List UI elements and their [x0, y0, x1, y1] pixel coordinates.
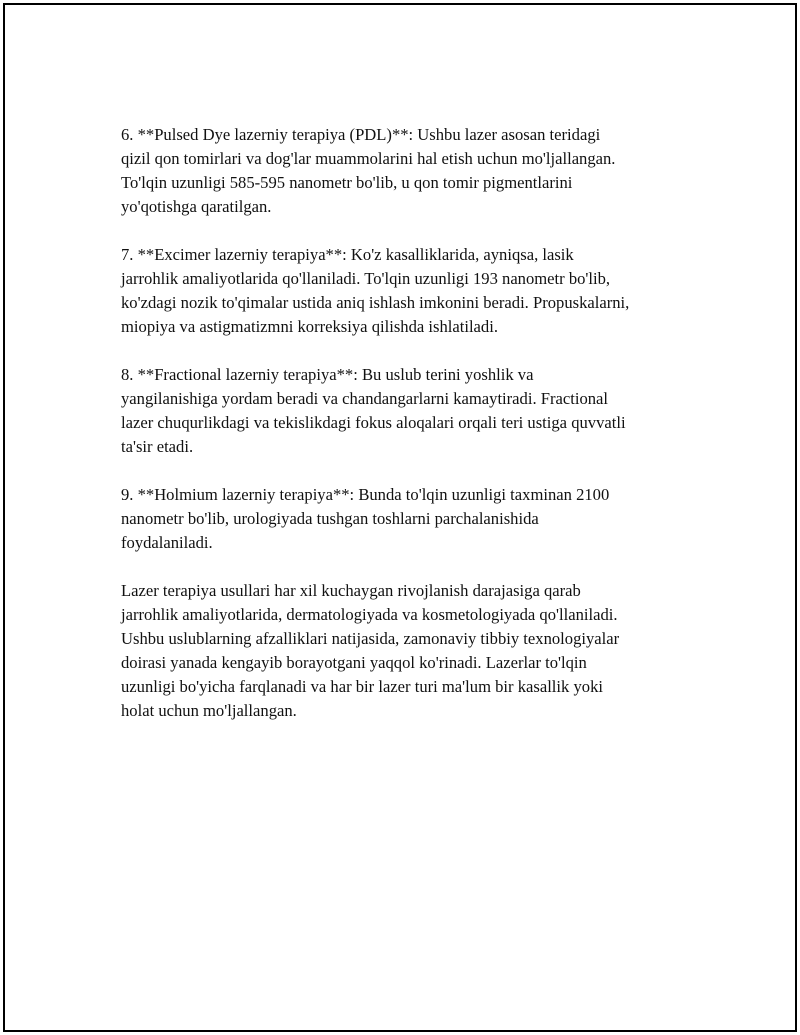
document-page: [3, 3, 797, 1032]
document-body: [121, 123, 693, 747]
paragraph-conclusion: Lazer terapiya usullari har xil kuchaygan rivojlanish darajasiga qarab jarrohlik amaliyotlarida, dermatologiyada va kosmetologiyada qo'llaniladi. Ushbu uslublarning afzalliklari natijasida, zamonaviy tibbiy texnologiyalar doirasi yanada kengayib borayotgani yaqqol ko'rinadi. Lazerlar to'lqin uzunligi bo'yicha farqlanadi va har bir lazer turi ma'lum bir kasallik yoki holat uchun mo'ljallangan.: [121, 581, 620, 720]
paragraph-excimer: 7. **Excimer lazerniy terapiya**: Ko'z kasalliklarida, ayniqsa, lasik jarrohlik amaliyotlarida qo'llaniladi. To'lqin uzunligi 193 nanometr bo'lib, ko'zdagi nozik to'qimalar ustida aniq ishlash imkonini beradi. Propuskalarni, miopiya va astigmatizmni korreksiya qilishda ishlatiladi.: [121, 245, 630, 336]
paragraph-holmium: 9. **Holmium lazerniy terapiya**: Bunda to'lqin uzunligi taxminan 2100 nanometr bo'lib, urologiyada tushgan toshlarni parchalanishida foydalaniladi.: [121, 485, 610, 552]
paragraph-fractional: 8. **Fractional lazerniy terapiya**: Bu uslub terini yoshlik va yangilanishiga yordam beradi va chandangarlarni kamaytiradi. Fractional lazer chuqurlikdagi va tekislikdagi fokus aloqalari orqali teri ustiga quvvatli ta'sir etadi.: [121, 365, 626, 456]
paragraph-pdl: 6. **Pulsed Dye lazerniy terapiya (PDL)**: Ushbu lazer asosan teridagi qizil qon tomirlari va dog'lar muammolarini hal etish uchun mo'ljallangan. To'lqin uzunligi 585-595 nanometr bo'lib, u qon tomir pigmentlarini yo'qotishga qaratilgan.: [121, 125, 616, 216]
